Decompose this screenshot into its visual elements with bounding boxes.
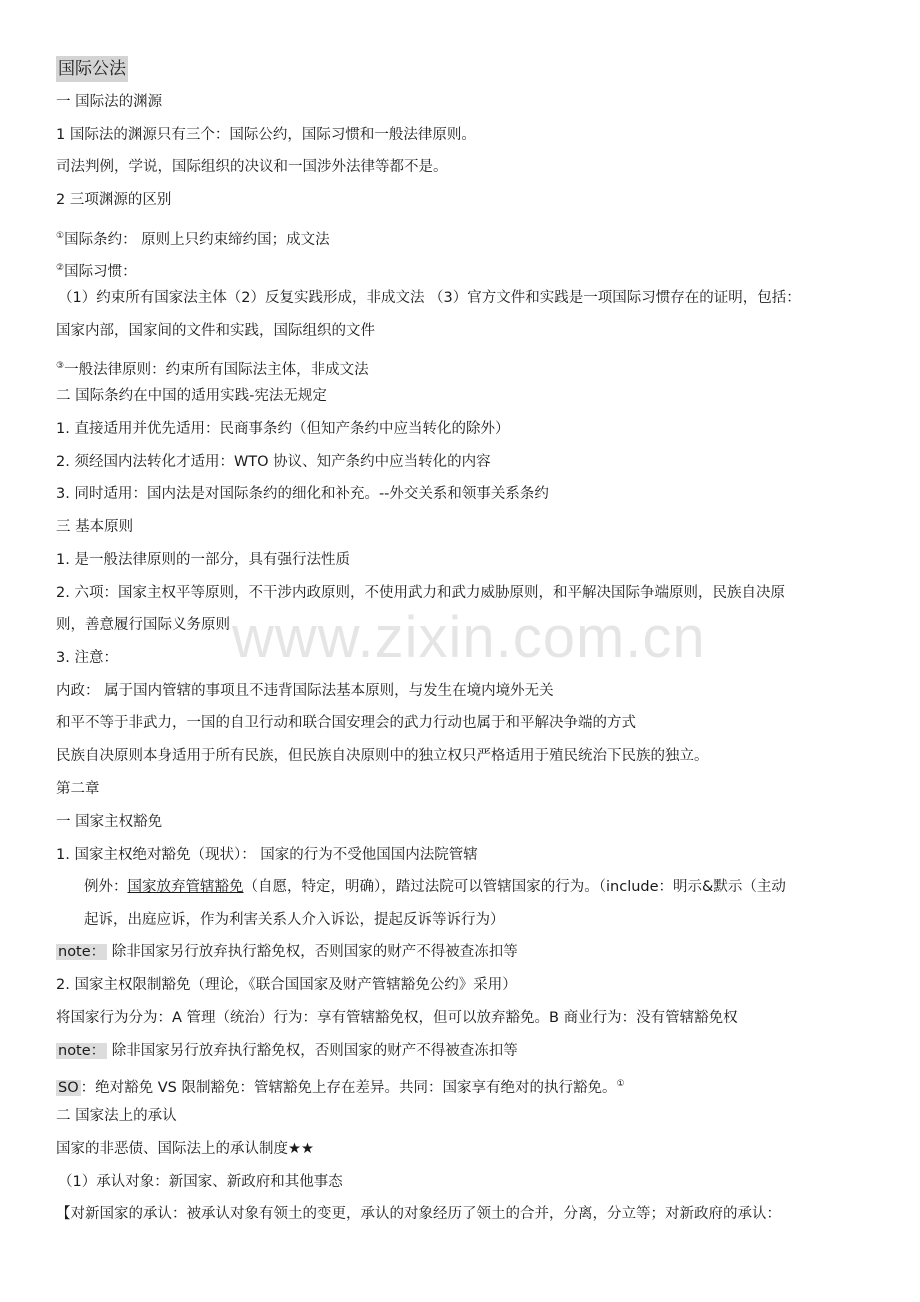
paragraph: 国家的非恶债、国际法上的承认制度★★ (56, 1141, 314, 1157)
list-item: 3. 同时适用：国内法是对国际条约的细化和补充。--外交关系和领事关系条约 (56, 486, 549, 502)
list-item: 2. 须经国内法转化才适用：WTO 协议、知产条约中应当转化的内容 (56, 454, 491, 470)
footnote-marker: ① (616, 1079, 625, 1089)
list-item: ③一般法律原则：约束所有国际法主体，非成文法 (56, 361, 369, 378)
circled-number-marker: ① (56, 231, 65, 241)
paragraph: 例外：国家放弃管辖豁免（自愿，特定，明确），踏过法院可以管辖国家的行为。（include：明示&默示（主动 (84, 879, 786, 895)
paragraph: 司法判例，学说，国际组织的决议和一国涉外法律等都不是。 (56, 159, 448, 175)
section-heading: 一 国家主权豁免 (56, 814, 163, 830)
note-line: note： 除非国家另行放弃执行豁免权，否则国家的财产不得被查冻扣等 (58, 944, 518, 960)
underlined-term: 国家放弃管辖豁免 (127, 879, 244, 895)
document-title: 国际公法 (56, 56, 128, 82)
section-heading: 二 国际条约在中国的适用实践-宪法无规定 (56, 388, 327, 404)
summary-line: SO ：绝对豁免 VS 限制豁免：管辖豁免上存在差异。共同：国家享有绝对的执行豁免。① (58, 1079, 625, 1096)
paragraph: 和平不等于非武力，一国的自卫行动和联合国安理会的武力行动也属于和平解决争端的方式 (56, 715, 636, 731)
note-line: note： 除非国家另行放弃执行豁免权，否则国家的财产不得被查冻扣等 (58, 1043, 518, 1059)
list-item: 2. 六项：国家主权平等原则，不干涉内政原则，不使用武力和武力威胁原则，和平解决国际争端原则，民族自决原 (56, 585, 785, 601)
paragraph: 内政： 属于国内管辖的事项且不违背国际法基本原则，与发生在境内境外无关 (56, 683, 554, 699)
list-item: 1. 是一般法律原则的一部分，具有强行法性质 (56, 552, 350, 568)
paragraph: 1 国际法的渊源只有三个：国际公约，国际习惯和一般法律原则。 (56, 127, 476, 143)
list-item: 1. 国家主权绝对豁免（现状）： 国家的行为不受他国国内法院管辖 (56, 847, 478, 863)
paragraph: 将国家行为分为：A 管理（统治）行为：享有管辖豁免权，但可以放弃豁免。B 商业行为：没有管辖豁免权 (56, 1010, 738, 1026)
chapter-heading: 第二章 (56, 781, 100, 797)
paragraph: 则，善意履行国际义务原则 (56, 617, 230, 633)
paragraph: 【对新国家的承认：被承认对象有领土的变更，承认的对象经历了领土的合并，分离，分立等；对新政府的承认： (56, 1206, 781, 1222)
circled-number-marker: ③ (56, 361, 65, 371)
paragraph: （1）约束所有国家法主体（2）反复实践形成，非成文法 （3）官方文件和实践是一项国际习惯存在的证明，包括： (58, 290, 801, 306)
note-label: note： (58, 1043, 106, 1059)
so-label: SO (58, 1079, 79, 1096)
list-item: ①国际条约： 原则上只约束缔约国；成文法 (56, 231, 330, 248)
section-heading: 三 基本原则 (56, 519, 134, 535)
list-item: ②国际习惯： (56, 263, 137, 280)
watermark: www.zixin.com.cn (232, 605, 706, 670)
note-label: note： (58, 944, 106, 960)
paragraph: 起诉，出庭应诉，作为利害关系人介入诉讼，提起反诉等诉行为） (84, 912, 505, 928)
paragraph: 国家内部，国家间的文件和实践，国际组织的文件 (56, 323, 375, 339)
paragraph: 2 三项渊源的区别 (56, 192, 172, 208)
section-heading: 一 国际法的渊源 (56, 94, 163, 110)
list-item: 2. 国家主权限制豁免（理论，《联合国国家及财产管辖豁免公约》采用） (56, 977, 517, 993)
section-heading: 二 国家法上的承认 (56, 1108, 177, 1124)
list-item: 1. 直接适用并优先适用：民商事条约（但知产条约中应当转化的除外） (56, 421, 510, 437)
circled-number-marker: ② (56, 263, 65, 273)
paragraph: （1）承认对象：新国家、新政府和其他事态 (58, 1174, 343, 1190)
list-item: 3. 注意： (56, 650, 118, 666)
paragraph: 民族自决原则本身适用于所有民族，但民族自决原则中的独立权只严格适用于殖民统治下民族的独立。 (56, 748, 709, 764)
